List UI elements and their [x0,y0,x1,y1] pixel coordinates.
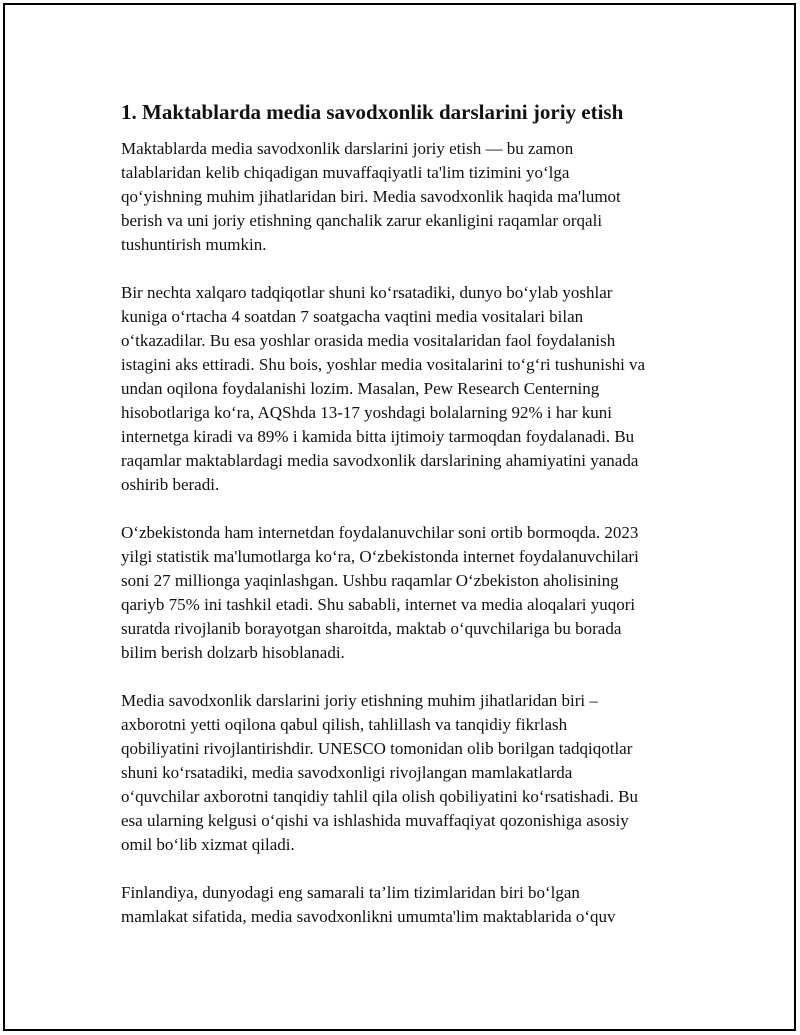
paragraph-2: Bir nechta xalqaro tadqiqotlar shuni ko‘rsatadiki, dunyo bo‘ylab yoshlar kuniga o‘rtacha 4 soatdan 7 soatgacha vaqtini media vositalari bilan o‘tkazadilar. Bu esa yoshlar orasida media vositalaridan faol foydalanish istagini aks ettiradi. Shu bois, yoshlar media vositalarini to‘g‘ri tushunishi va undan oqilona foydalanishi lozim. Masalan, Pew Research Centerning hisobotlariga ko‘ra, AQShda 13-17 yoshdagi bolalarning 92% i har kuni internetga kiradi va 89% i kamida bitta ijtimoiy tarmoqdan foydalanadi. Bu raqamlar maktablardagi media savodxonlik darslarining ahamiyatini yanada oshirib beradi. [121,283,646,494]
paragraph-5: Finlandiya, dunyodagi eng samarali ta’lim tizimlaridan biri bo‘lgan mamlakat sifatida, media savodxonlikni umumta'lim maktablarida o‘quv [121,883,616,926]
page-frame [3,3,796,1031]
paragraph-3: O‘zbekistonda ham internetdan foydalanuvchilar soni ortib bormoqda. 2023 yilgi statistik ma'lumotlarga ko‘ra, O‘zbekistonda internet foydalanuvchilari soni 27 millionga yaqinlashgan. Ushbu raqamlar O‘zbekiston aholisining qariyb 75% ini tashkil etadi. Shu sababli, internet va media aloqalari yuqori suratda rivojlanib borayotgan sharoitda, maktab o‘quvchilariga bu borada bilim berish dolzarb hisoblanadi. [121,523,639,662]
section-heading: 1. Maktablarda media savodxonlik darslarini joriy etish [121,100,624,124]
paragraph-1: Maktablarda media savodxonlik darslarini joriy etish — bu zamon talablaridan kelib chiqadigan muvaffaqiyatli ta'lim tizimini yo‘lga qo‘yishning muhim jihatlaridan biri. Media savodxonlik haqida ma'lumot berish va uni joriy etishning qanchalik zarur ekanligini raqamlar orqali tushuntirish mumkin. [121,139,621,254]
document-body [121,99,721,953]
paragraph-4: Media savodxonlik darslarini joriy etishning muhim jihatlaridan biri – axborotni yetti oqilona qabul qilish, tahlillash va tanqidiy fikrlash qobiliyatini rivojlantirishdir. UNESCO tomonidan olib borilgan tadqiqotlar shuni ko‘rsatadiki, media savodxonligi rivojlangan mamlakatlarda o‘quvchilar axborotni tanqidiy tahlil qila olish qobiliyatini ko‘rsatishadi. Bu esa ularning kelgusi o‘qishi va ishlashida muvaffaqiyat qozonishiga asosiy omil bo‘lib xizmat qiladi. [121,691,639,854]
